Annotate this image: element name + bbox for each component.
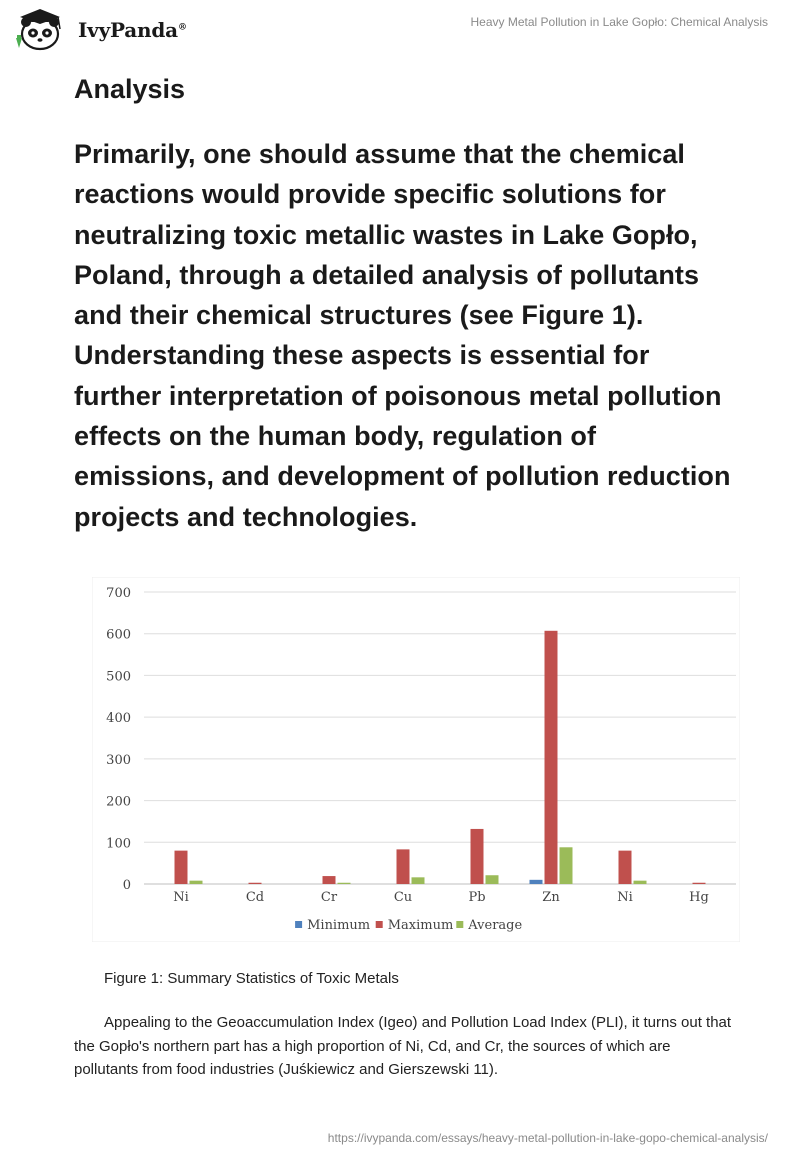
bar-maximum (397, 849, 410, 884)
bar-maximum (471, 829, 484, 884)
x-tick-label: Pb (468, 890, 486, 905)
legend-label: Maximum (387, 918, 454, 933)
x-tick-label: Zn (542, 890, 560, 905)
y-tick-label: 200 (106, 794, 131, 810)
bar-average (486, 875, 499, 884)
bar-maximum (323, 876, 336, 884)
figure-caption: Figure 1: Summary Statistics of Toxic Metals (104, 970, 399, 987)
y-tick-label: 0 (122, 878, 131, 893)
bar-chart (92, 577, 740, 942)
ivypanda-logo[interactable] (14, 8, 187, 52)
brand-name: IvyPanda® (78, 18, 187, 42)
legend-swatch (376, 921, 383, 928)
bar-average (560, 847, 573, 884)
bar-average (190, 881, 203, 884)
x-tick-label: Cd (245, 890, 265, 905)
page-header (0, 0, 800, 60)
bar-maximum (693, 883, 706, 884)
section-title: Analysis (74, 74, 186, 104)
y-tick-label: 600 (106, 627, 131, 643)
bar-average (338, 883, 351, 884)
x-tick-label: Cr (320, 890, 338, 905)
chart-frame (92, 577, 740, 942)
bar-maximum (249, 883, 262, 884)
bar-average (634, 881, 647, 884)
bar-average (412, 877, 425, 884)
x-tick-label: Hg (689, 890, 709, 905)
panda-graduate-icon (14, 8, 72, 52)
legend-swatch (456, 921, 463, 928)
legend-swatch (295, 921, 302, 928)
y-tick-label: 700 (106, 586, 131, 601)
x-tick-label: Ni (173, 890, 189, 905)
x-tick-label: Ni (617, 890, 633, 905)
legend-label: Average (468, 918, 523, 933)
y-tick-label: 500 (106, 669, 131, 685)
y-tick-label: 300 (106, 752, 131, 768)
bar-maximum (545, 631, 558, 884)
bar-minimum (530, 880, 543, 884)
legend-label: Minimum (307, 918, 371, 933)
y-tick-label: 400 (106, 711, 131, 727)
lead-paragraph: Primarily, one should assume that the chemical reactions would provide specific solutions for neutralizing toxic metallic wastes in Lake Gopło, Poland, through a detailed analysis of pollutants and their chemical structures (see Figure 1). Understanding these aspects is essential for further interpretation of poisonous metal pollution effects on the human body, regulation of emissions, and development of pollution reduction projects and technologies. (74, 139, 731, 532)
bar-maximum (619, 851, 632, 884)
bar-maximum (175, 851, 188, 884)
x-tick-label: Cu (393, 890, 413, 905)
y-tick-label: 100 (106, 836, 131, 852)
footer-url[interactable]: https://ivypanda.com/essays/heavy-metal-pollution-in-lake-gopo-chemical-analysis/ (327, 1131, 768, 1145)
figure-chart (92, 577, 740, 942)
running-title: Heavy Metal Pollution in Lake Gopło: Chemical Analysis (470, 15, 768, 29)
body-paragraph: Appealing to the Geoaccumulation Index (Igeo) and Pollution Load Index (PLI), it turns out that the Gopło's northern part has a high proportion of Ni, Cd, and Cr, the sources of which are pollutants from food industries (Juśkiewicz and Gierszewski 11). (74, 1014, 732, 1078)
